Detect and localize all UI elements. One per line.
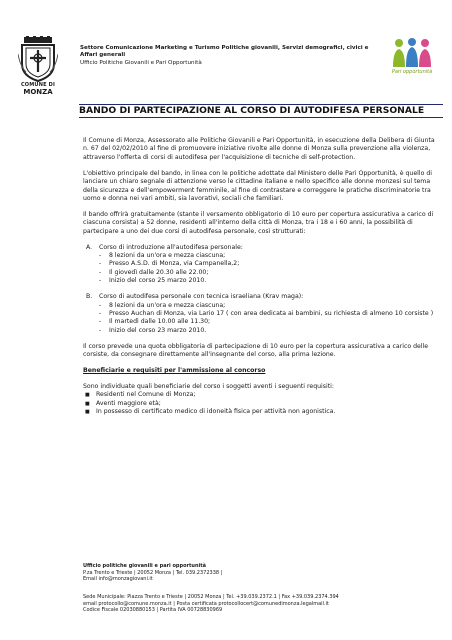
list-item: - Inizio del corso 25 marzo 2010. [99,277,207,285]
bullet-icon: ■ [85,400,90,407]
list-item: - 8 lezioni da un'ora e mezza ciascuna; [99,301,226,309]
list-item: ■ Residenti nel Comune di Monza; [85,391,196,399]
footer-line-1: Sede Municipale: Piazza Trento e Trieste | 20052 Monza | Tel. +39.039.2372.1 | Fax +39.039.2374.394 [83,594,339,600]
requirements-intro: Sono individuate quali beneficiarie del corso i soggetti aventi i seguenti requisiti: [83,382,334,390]
offer-paragraph: Il bando offrirà gratuitamente (stante il versamento obbligatorio di 10 euro per copertura assicurativa a carico di ciascuna corsista) a 52 donne, residenti all'interno della città di Monza, tra i 18 e i 60 anni, la possibilità di partecipare a uno dei due corsi di autodifesa personale, così strutturati: [83,210,434,235]
requirements-heading: Beneficiarie e requisiti per l'ammissione al concorso [83,366,266,374]
requirements-list [85,391,439,416]
office-contact-email: Email info@monzagiovani.it [83,576,153,583]
list-item: - Presso Auchan di Monza, via Lario 17 ( con area dedicata ai bambini, su richiesta di almeno 10 corsiste ) [99,309,434,317]
footer-line-3: Codice Fiscale 02030880153 | Partita IVA 00728830969 [83,607,223,614]
comune-di-monza-logo [12,36,64,96]
list-item: - Presso A.S.D. di Monza, via Campanella,2; [99,260,240,268]
bullet-icon: ■ [85,409,90,416]
course-b-letter: B. [86,293,93,301]
pari-opportunita-logo [383,37,441,75]
fee-paragraph: Il corso prevede una quota obbligatoria di partecipazione di 10 euro per la copertura assicurativa a carico delle corsiste, da consegnare direttamente all'insegnante del corso, alla prima lezione. [83,342,429,359]
course-a-title: Corso di introduzione all'autodifesa personale: [99,243,243,251]
course-b [83,293,439,335]
list-item: ■ Aventi maggiore età; [85,399,161,407]
office-contact [83,563,383,583]
course-b-details [99,302,439,336]
document-title: BANDO DI PARTECIPAZIONE AL CORSO DI AUTODIFESA PERSONALE [79,105,425,116]
office-contact-address: P.za Trento e Trieste | 20052 Monza | Tel. 039.2372338 | [83,569,223,576]
office-contact-name: Ufficio politiche giovanili e pari opportunità [83,563,206,569]
office-name: Ufficio Politiche Giovanili e Pari Opportunità [80,59,202,66]
logo-city-name: MONZA [23,88,53,96]
people-figures-icon [388,37,436,69]
department-line-2: Affari generali [80,52,126,59]
title-banner [79,104,443,118]
page-footer [83,594,443,614]
department-line-1: Settore Comunicazione Marketing e Turismo Politiche giovanili, Servizi demografici, civici e [80,45,369,51]
intro-paragraph: Il Comune di Monza, Assessorato alle Politiche Giovanili e Pari Opportunità, in esecuzione della Delibera di Giunta n. 67 del 02/02/2010 al fine di promuovere iniziative rivolte alle donne di Monza sulla prevenzione alla violenza, attraverso l'offerta di corsi di autodifesa per l'acquisizione di tecniche di self-protection. [83,137,435,161]
course-b-title: Corso di autodifesa personale con tecnica israeliana (Krav maga): [99,293,304,301]
course-a [83,244,439,286]
bullet-icon: ■ [85,392,90,399]
course-a-details [99,252,439,286]
objective-paragraph: L'obiettivo principale del bando, in linea con le politiche adottate dal Ministero delle Pari Opportunità, è quello di lanciare un chiaro segnale di attenzione verso le cittadine italiane e nello specifico alle donne monzesi sul tema della sicurezza e dell'empowerment femminile, al fine di contrastare e correggere le pratiche discriminatorie tra uomo e donna nei vari ambiti, sia lavorativi, sociali che familiari. [83,169,432,202]
list-item: - Inizio del corso 23 marzo 2010. [99,326,207,334]
list-item: - Il giovedì dalle 20.30 alle 22.00; [99,268,209,276]
document-body [83,137,439,416]
list-item: - 8 lezioni da un'ora e mezza ciascuna; [99,251,226,259]
pari-opportunita-caption: Pari opportunità [391,69,433,75]
list-item: ■ In possesso di certificato medico di idoneità fisica per attività non agonistica. [85,408,336,416]
course-a-letter: A. [86,243,93,251]
logo-caption: COMUNE DI [20,82,56,88]
footer-line-2: email protocollo@comune.monza.it | Posta certificata protocollocert@comunedimonza.legalmail.it [83,600,329,607]
coat-of-arms-icon [18,36,58,82]
department-header [80,45,380,67]
list-item: - Il martedì dalle 10.00 alle 11.30; [99,318,211,326]
